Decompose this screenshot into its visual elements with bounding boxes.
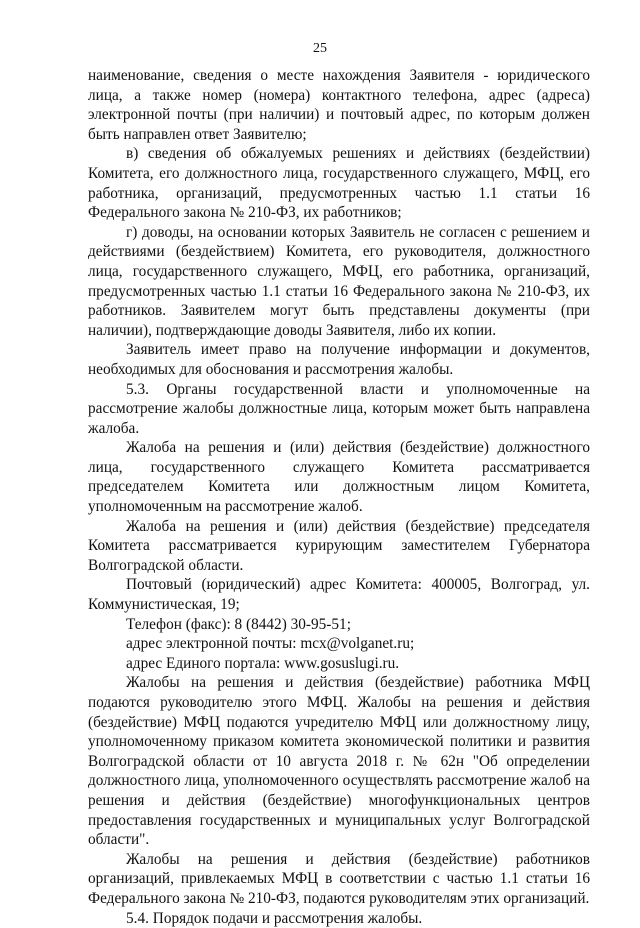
paragraph-chairman-complaint: Жалоба на решения и (или) действия (бездействие) председателя Комитета рассматривается курирующим заместителем Губернатора Волгоградской области. bbox=[88, 517, 590, 574]
paragraph-postal-address: Почтовый (юридический) адрес Комитета: 400005, Волгоград, ул. Коммунистическая, 19; bbox=[88, 576, 590, 614]
paragraph-applicant-info: наименование, сведения о месте нахождения Заявителя - юридического лица, а также номер (номера) контактного телефона, адрес (адреса) электронной почты (при наличии) и почтовый адрес, по которым должен быть направлен ответ Заявителю; bbox=[88, 67, 590, 143]
paragraph-committee-complaint: Жалоба на решения и (или) действия (бездействие) должностного лица, государственного служащего Комитета рассматривается председателем Комитета или должностным лицом Комитета, уполномоченным на рассмотрение жалоб. bbox=[88, 439, 590, 516]
section-heading-5-4: 5.4. Порядок подачи и рассмотрения жалобы. bbox=[126, 909, 423, 927]
paragraph-email: адрес электронной почты: mcx@volganet.ru; bbox=[126, 635, 415, 653]
paragraph-portal: адрес Единого портала: www.gosuslugi.ru. bbox=[126, 654, 400, 672]
section-heading-5-3: 5.3. Органы государственной власти и уполномоченные на рассмотрение жалобы должностные лица, которым может быть направлена жалоба. bbox=[88, 380, 590, 437]
paragraph-organizations-complaint: Жалобы на решения и действия (бездействие) работников организаций, привлекаемых МФЦ в соответствии с частью 1.1 статьи 16 Федерального закона № 210-ФЗ, подаются руководителям этих организаций. bbox=[88, 850, 590, 907]
paragraph-item-v: в) сведения об обжалуемых решениях и действиях (бездействии) Комитета, его должностного лица, государственного служащего, МФЦ, его работника, организаций, предусмотренных частью 1.1 статьи 16 Федерального закона № 210-ФЗ, их работников; bbox=[88, 145, 590, 222]
paragraph-mfc-complaint: Жалобы на решения и действия (бездействие) работника МФЦ подаются руководителю этого МФЦ. Жалобы на решения и действия (бездействие) МФЦ подаются учредителю МФЦ или должностному лицу, уполномоченному приказом комитета экономической политики и развития Волгоградской области от 10 августа 2018 г. № 62н "Об определении должностного лица, уполномоченного осуществлять рассмотрение жалоб на решения и действия (бездействие) многофункциональных центров предоставления государственных и муниципальных услуг Волгоградской области". bbox=[88, 674, 590, 849]
paragraph-phone: Телефон (факс): 8 (8442) 30-95-51; bbox=[126, 615, 351, 633]
paragraph-applicant-rights: Заявитель имеет право на получение информации и документов, необходимых для обоснования и рассмотрения жалобы. bbox=[88, 341, 590, 378]
page-number: 25 bbox=[313, 41, 327, 56]
paragraph-item-g: г) доводы, на основании которых Заявитель не согласен с решением и действиями (бездействием) Комитета, его руководителя, должностного лица, государственного служащего, МФЦ, его работника, организаций, предусмотренных частью 1.1 статьи 16 Федерального закона № 210-ФЗ, их работников. Заявителем могут быть представлены документы (при наличии), подтверждающие доводы Заявителя, либо их копии. bbox=[88, 223, 590, 339]
document-body bbox=[88, 66, 590, 928]
